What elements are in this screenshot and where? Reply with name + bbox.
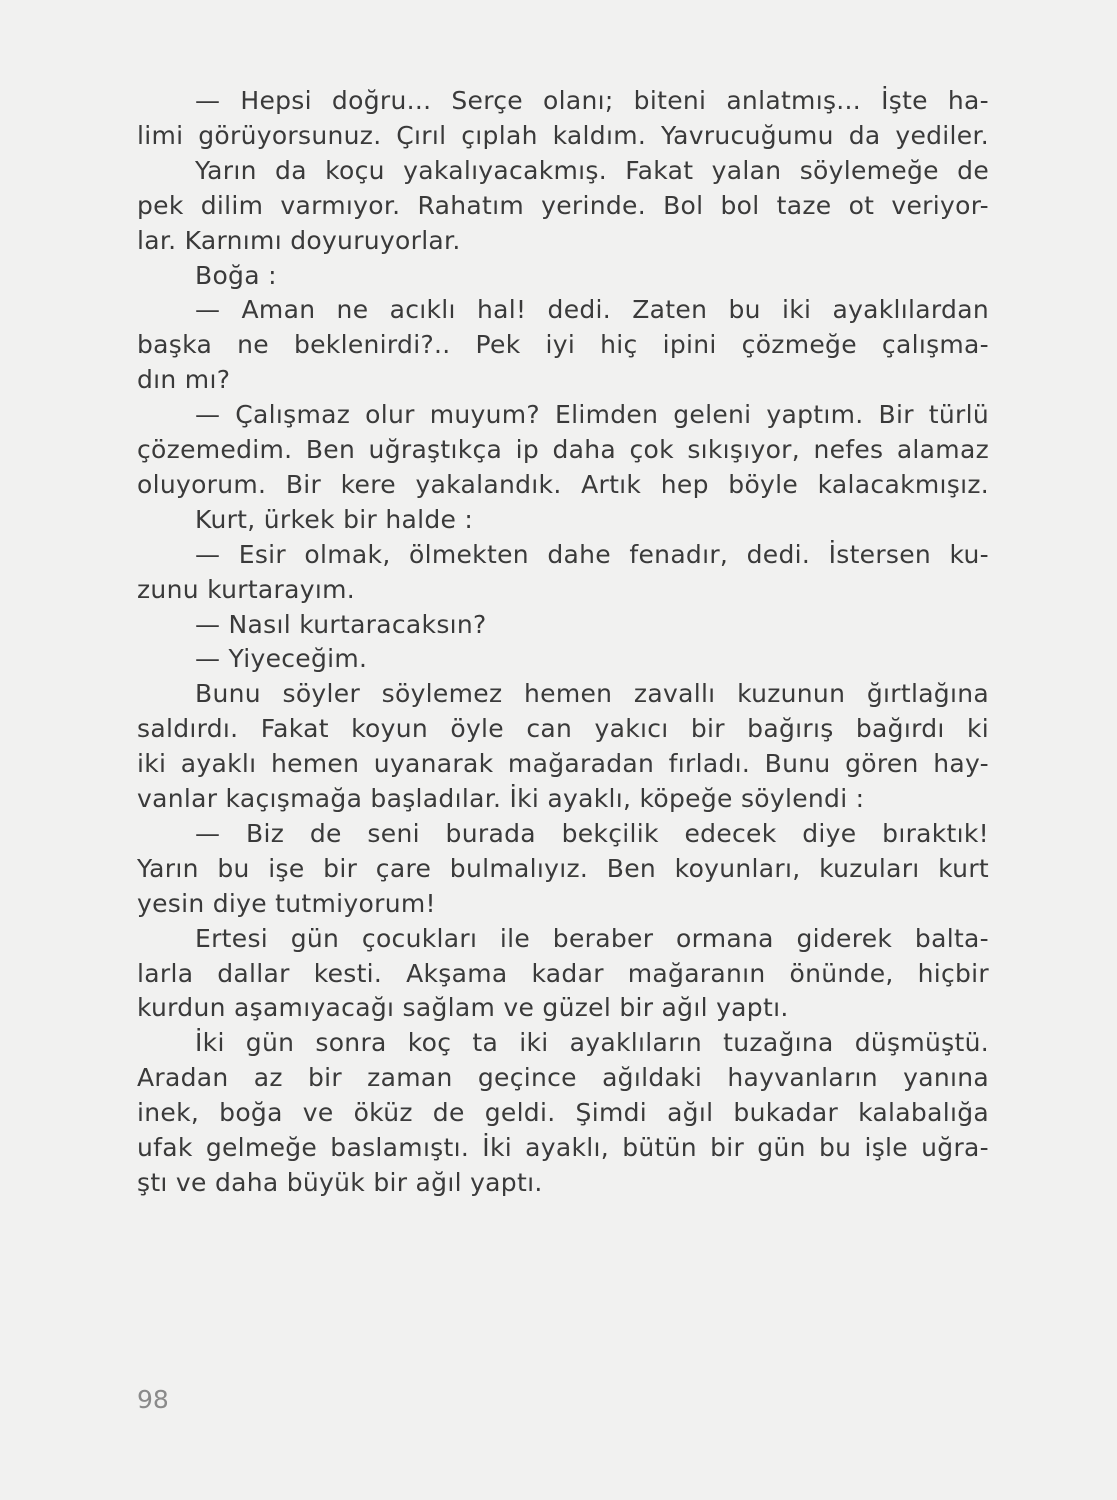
text-line: oluyorum. Bir kere yakalandık. Artık hep böyle kalacakmışız. (137, 469, 989, 499)
text-line: Aradan az bir zaman geçince ağıldaki hayvanların yanına (137, 1063, 989, 1093)
text-line: Kurt, ürkek bir halde : (195, 504, 474, 534)
text-line: — Hepsi doğru... Serçe olanı; biteni anlatmış... İşte ha- (195, 86, 989, 115)
text-line: — Çalışmaz olur muyum? Elimden geleni yaptım. Bir türlü (195, 400, 989, 430)
text-line: Ertesi gün çocukları ile beraber ormana giderek balta- (195, 923, 989, 953)
text-line: Yarın da koçu yakalıyacakmış. Fakat yalan söylemeğe de (195, 155, 989, 185)
text-line: vanlar kaçışmağa başladılar. İki ayaklı, köpeğe söylendi : (137, 784, 865, 813)
page-number: 98 (137, 1385, 169, 1414)
text-line: başka ne beklenirdi?.. Pek iyi hiç ipini çözmeğe çalışma- (137, 330, 989, 360)
text-line: larla dallar kesti. Akşama kadar mağaranın önünde, hiçbir (137, 958, 989, 988)
text-line: saldırdı. Fakat koyun öyle can yakıcı bir bağırış bağırdı ki (137, 714, 989, 744)
text-line: — Aman ne acıklı hal! dedi. Zaten bu iki ayaklılardan (195, 295, 989, 325)
text-line: — Nasıl kurtaracaksın? (195, 609, 487, 639)
text-line: Yarın bu işe bir çare bulmalıyız. Ben koyunları, kuzuları kurt (137, 853, 989, 883)
text-line: lar. Karnımı doyuruyorlar. (137, 225, 461, 255)
text-line: ştı ve daha büyük bir ağıl yaptı. (137, 1167, 543, 1197)
text-line: limi görüyorsunuz. Çırıl çıplah kaldım. Yavrucuğumu da yediler. (137, 120, 989, 150)
text-line: Bunu söyler söylemez hemen zavallı kuzunun ğırtlağına (195, 679, 989, 709)
text-line: dın mı? (137, 365, 231, 395)
text-line: yesin diye tutmiyorum! (137, 888, 436, 918)
text-line: — Yiyeceğim. (195, 644, 368, 674)
text-line: pek dilim varmıyor. Rahatım yerinde. Bol bol taze ot veriyor- (137, 190, 989, 220)
text-line: — Biz de seni burada bekçilik edecek diye bıraktık! (195, 818, 989, 848)
text-line: Boğa : (195, 260, 277, 290)
text-line: iki ayaklı hemen uyanarak mağaradan fırladı. Bunu gören hay- (137, 749, 989, 779)
text-line: zunu kurtarayım. (137, 574, 355, 604)
text-line: İki gün sonra koç ta iki ayaklıların tuzağına düşmüştü. (195, 1028, 989, 1058)
text-line: inek, boğa ve öküz de geldi. Şimdi ağıl bukadar kalabalığa (137, 1098, 989, 1128)
text-line: ufak gelmeğe baslamıştı. İki ayaklı, bütün bir gün bu işle uğra- (137, 1133, 989, 1162)
text-line: kurdun aşamıyacağı sağlam ve güzel bir ağıl yaptı. (137, 993, 789, 1023)
text-line: çözemedim. Ben uğraştıkça ip daha çok sıkışıyor, nefes alamaz (137, 435, 989, 464)
text-line: — Esir olmak, ölmekten dahe fenadır, dedi. İstersen ku- (195, 539, 989, 569)
